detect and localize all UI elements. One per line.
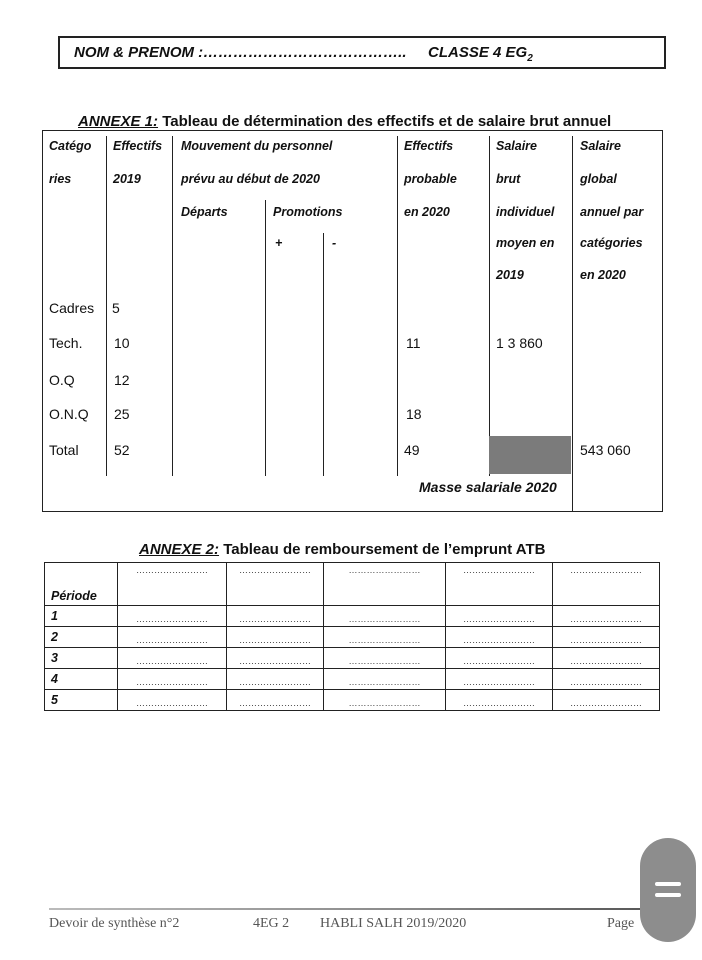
dotted-cell[interactable]: …………………… (118, 648, 227, 669)
row-probable: 49 (404, 442, 420, 458)
table-row (45, 606, 660, 627)
row-category: O.N.Q (49, 406, 89, 422)
dotted-cell[interactable]: …………………… (227, 563, 324, 606)
header-plus: + (275, 236, 283, 250)
dotted-cell[interactable]: …………………… (227, 627, 324, 648)
row-effectif: 5 (112, 300, 120, 316)
dotted-cell[interactable]: …………………… (446, 563, 553, 606)
header-mouvement: Mouvement du personnel (181, 139, 333, 153)
dotted-cell[interactable]: …………………… (553, 669, 660, 690)
header-mouvement: prévu au début de 2020 (181, 172, 320, 186)
header-salaire-brut: moyen en (496, 236, 555, 250)
periode-number: 3 (45, 648, 118, 669)
dotted-cell[interactable]: …………………… (227, 606, 324, 627)
periode-number: 1 (45, 606, 118, 627)
annexe2-table (44, 562, 660, 711)
row-effectif: 10 (114, 335, 130, 351)
row-effectif: 12 (114, 372, 130, 388)
dotted-cell[interactable]: …………………… (118, 627, 227, 648)
periode-number: 2 (45, 627, 118, 648)
dotted-cell[interactable]: …………………… (446, 606, 553, 627)
header-salaire-brut: Salaire (496, 139, 538, 153)
annexe1-title: ANNEXE 1: Tableau de détermination des effectifs et de salaire brut annuel (78, 113, 612, 130)
dotted-cell[interactable]: …………………… (324, 690, 446, 711)
header-salaire-brut: brut (496, 172, 521, 186)
header-categories: Catégo (49, 139, 92, 153)
footer-page: Page (607, 916, 635, 931)
dotted-cell[interactable]: …………………… (324, 563, 446, 606)
header-salaire-global: global (580, 172, 617, 186)
header-salaire-brut: 2019 (496, 268, 524, 282)
header-effectifs: Effectifs (113, 139, 163, 153)
periode-number: 4 (45, 669, 118, 690)
header-salaire-global: annuel par (580, 205, 644, 219)
footer-divider (49, 908, 659, 910)
dotted-cell[interactable]: …………………… (553, 563, 660, 606)
header-salaire-global: en 2020 (580, 268, 626, 282)
dotted-cell[interactable]: …………………… (227, 669, 324, 690)
header-categories: ries (49, 172, 72, 186)
dotted-cell[interactable]: …………………… (553, 627, 660, 648)
dotted-cell[interactable]: …………………… (118, 690, 227, 711)
student-name-class-box (58, 36, 666, 69)
dotted-cell[interactable]: …………………… (553, 648, 660, 669)
name-label: NOM & PRENOM :………………………………….. (74, 44, 407, 61)
dotted-cell[interactable]: …………………… (553, 690, 660, 711)
shaded-cell (489, 436, 571, 474)
table-row (45, 648, 660, 669)
footer-classe: 4EG 2 (253, 916, 290, 931)
dotted-cell[interactable]: …………………… (118, 606, 227, 627)
table-row (45, 669, 660, 690)
table-row (45, 690, 660, 711)
row-category: Total (49, 442, 79, 458)
header-probable: probable (404, 172, 457, 186)
header-salaire-global: catégories (580, 236, 643, 250)
header-promotions: Promotions (273, 205, 343, 219)
row-probable: 11 (406, 335, 421, 351)
dotted-cell[interactable]: …………………… (446, 669, 553, 690)
row-category: O.Q (49, 372, 75, 388)
header-salaire-brut: individuel (496, 205, 555, 219)
footer-auteur: HABLI SALH 2019/2020 (320, 916, 467, 931)
dotted-cell[interactable]: …………………… (324, 606, 446, 627)
header-minus: - (332, 236, 337, 250)
dotted-cell[interactable]: …………………… (446, 690, 553, 711)
row-salaire-global: 543 060 (580, 442, 631, 458)
header-probable: en 2020 (404, 205, 450, 219)
menu-icon[interactable] (640, 838, 696, 942)
row-probable: 18 (406, 406, 422, 422)
masse-salariale-label: Masse salariale 2020 (419, 479, 557, 495)
periode-header: Période (45, 563, 118, 606)
dotted-cell[interactable]: …………………… (446, 627, 553, 648)
header-probable: Effectifs (404, 139, 454, 153)
dotted-cell[interactable]: …………………… (446, 648, 553, 669)
row-category: Cadres (49, 300, 95, 316)
table-row (45, 627, 660, 648)
row-salaire-brut: 1 3 860 (496, 335, 543, 351)
row-effectif: 52 (114, 442, 130, 458)
annexe1-label: ANNEXE 1: (78, 113, 159, 130)
dotted-cell[interactable]: …………………… (324, 627, 446, 648)
dotted-cell[interactable]: …………………… (324, 669, 446, 690)
header-salaire-global: Salaire (580, 139, 622, 153)
header-departs: Départs (181, 205, 228, 219)
dotted-cell[interactable]: …………………… (324, 648, 446, 669)
annexe2-title: ANNEXE 2: Tableau de remboursement de l’emprunt ATB (139, 541, 546, 558)
header-effectifs: 2019 (113, 172, 141, 186)
row-category: Tech. (49, 335, 83, 351)
periode-number: 5 (45, 690, 118, 711)
dotted-cell[interactable]: …………………… (118, 669, 227, 690)
annexe2-label: ANNEXE 2: (139, 541, 220, 558)
footer-devoir: Devoir de synthèse n°2 (49, 916, 180, 931)
dotted-cell[interactable]: …………………… (227, 690, 324, 711)
dotted-cell[interactable]: …………………… (553, 606, 660, 627)
class-label: CLASSE 4 $EG_2$ (428, 44, 533, 64)
dotted-cell[interactable]: …………………… (227, 648, 324, 669)
table-row (45, 563, 660, 606)
dotted-cell[interactable]: …………………… (118, 563, 227, 606)
row-effectif: 25 (114, 406, 130, 422)
